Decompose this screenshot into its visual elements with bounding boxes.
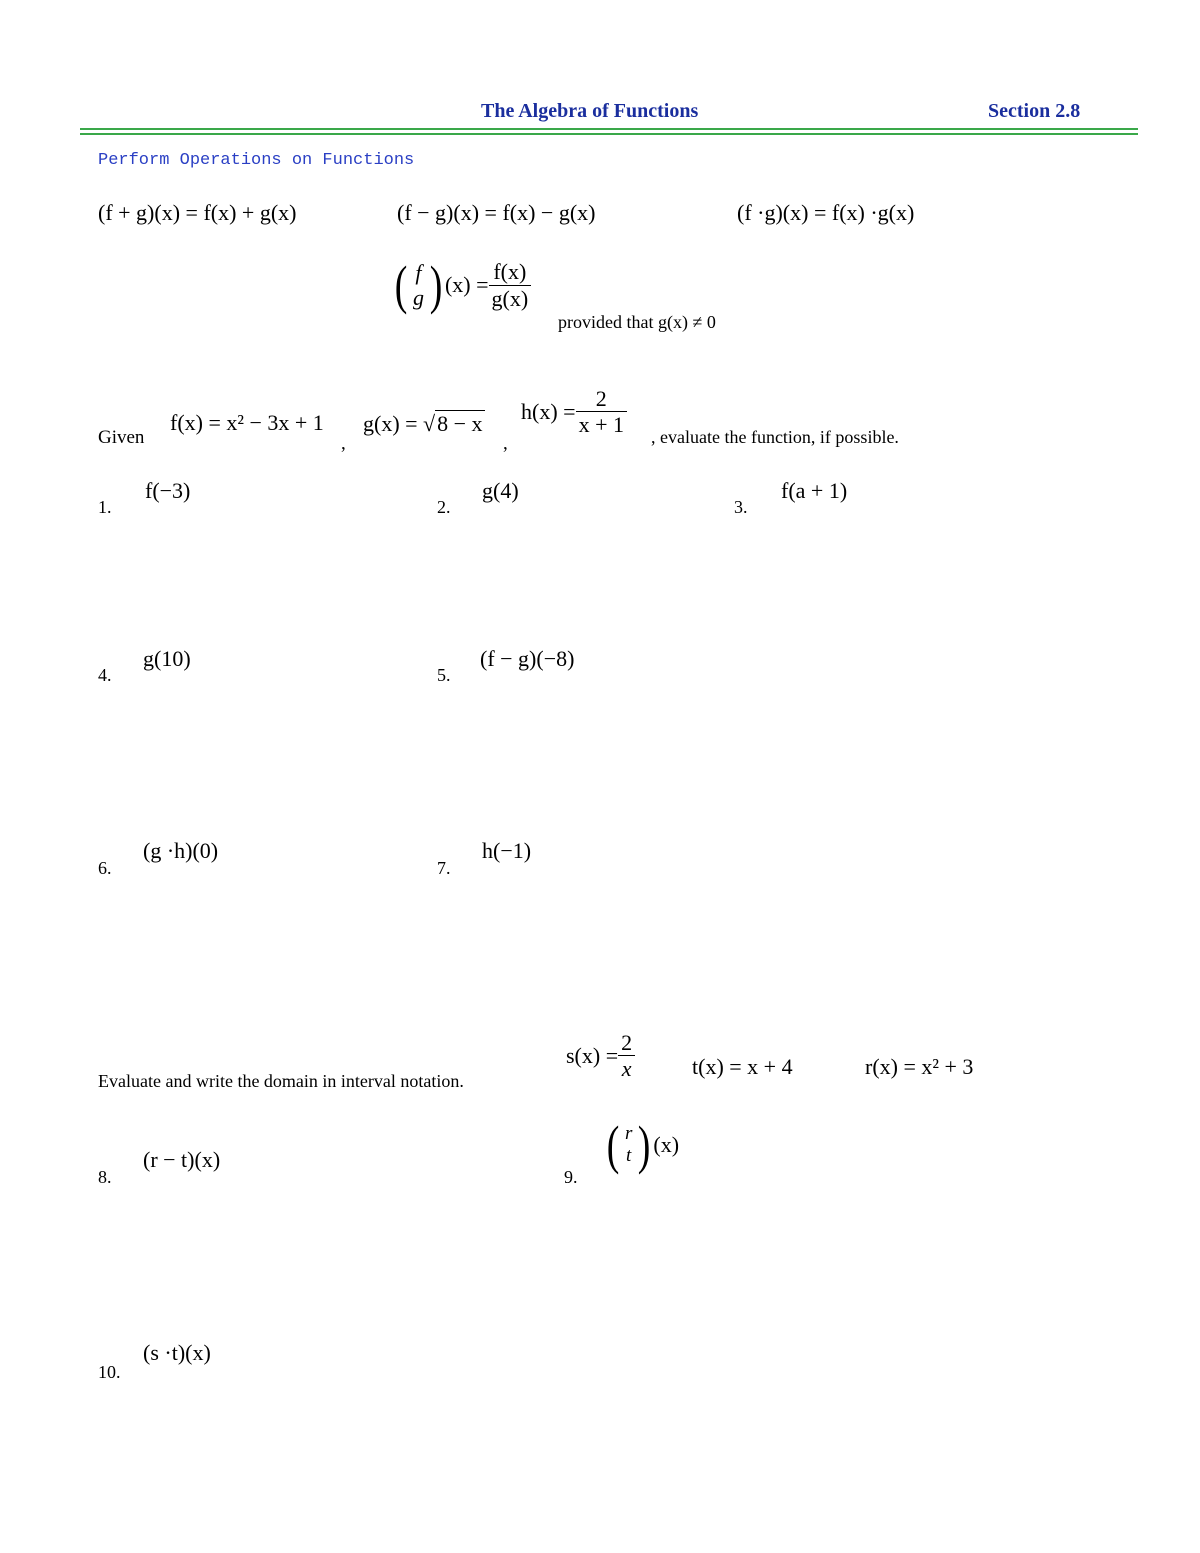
header-rule-top [80,128,1138,130]
problem-9-argument: (x) [653,1132,680,1157]
problem-9-left-paren: ( [606,1115,620,1175]
problem-9-fraction [622,1123,635,1167]
h-denominator: x + 1 [578,412,624,438]
problem-9-numerator: r [624,1123,633,1145]
right-paren: ) [429,255,443,315]
s-definition-lhs: s(x) = [566,1042,619,1068]
quotient-rhs-denominator: g(x) [491,285,529,311]
section-label: Section 2.8 [988,100,1081,122]
g-definition [363,410,485,437]
s-definition [566,1030,635,1082]
operations-heading: Perform Operations on Functions [98,151,415,170]
problem-2-expression: g(4) [482,478,519,503]
h-definition-lhs: h(x) = [521,398,576,424]
problem-5-expression: (f − g)(−8) [480,646,575,671]
problem-7-number: 7. [437,858,451,878]
problem-8-expression: (r − t)(x) [143,1147,221,1172]
problem-4-number: 4. [98,665,112,685]
problem-2-number: 2. [437,497,451,517]
header-rule-bottom [80,133,1138,135]
problem-1-expression: f(−3) [145,478,191,503]
g-radicand: 8 − x [437,411,483,436]
problem-10-number: 10. [98,1362,121,1382]
r-definition: r(x) = x² + 3 [865,1054,974,1079]
problem-6-expression: (g ·h)(0) [143,838,219,863]
quotient-lhs-denominator: g [412,285,424,310]
problem-9-denominator: t [626,1145,632,1166]
page-title: The Algebra of Functions [481,100,699,122]
problem-10-expression: (s ·t)(x) [143,1340,211,1365]
problem-4-expression: g(10) [143,646,191,671]
problem-1-number: 1. [98,497,112,517]
problem-9-number: 9. [564,1167,578,1187]
problem-8-number: 8. [98,1167,112,1187]
h-definition [521,386,627,438]
given-tail: , evaluate the function, if possible. [651,427,899,447]
problem-9-right-paren: ) [638,1115,651,1175]
quotient-lhs-numerator: f [415,259,422,285]
problem-6-number: 6. [98,858,112,878]
h-numerator: 2 [576,386,627,412]
quotient-rhs-numerator: f(x) [489,259,532,285]
f-definition: f(x) = x² − 3x + 1 [170,410,324,435]
problem-9-expression [604,1115,680,1175]
quotient-rhs-fraction [489,259,532,311]
g-definition-lhs: g(x) = √ [363,411,436,436]
domain-instructions: Evaluate and write the domain in interval notation. [98,1071,464,1091]
left-paren: ( [394,255,408,315]
problem-3-expression: f(a + 1) [781,478,848,503]
h-fraction [576,386,627,438]
sum-rule: (f + g)(x) = f(x) + g(x) [98,200,297,225]
s-denominator: x [621,1056,632,1082]
comma-2: , [503,433,508,454]
problem-7-expression: h(−1) [482,838,532,863]
problem-5-number: 5. [437,665,451,685]
problem-3-number: 3. [734,497,748,517]
quotient-lhs-fraction [410,260,427,311]
given-label: Given [98,427,145,448]
quotient-rule [392,255,531,315]
t-definition: t(x) = x + 4 [692,1054,793,1079]
difference-rule: (f − g)(x) = f(x) − g(x) [397,200,596,225]
s-numerator: 2 [618,1030,635,1056]
comma-1: , [341,433,346,454]
product-rule: (f ·g)(x) = f(x) ·g(x) [737,200,915,225]
quotient-proviso: provided that g(x) ≠ 0 [558,312,716,332]
s-fraction [618,1030,635,1082]
quotient-argument: (x) = [444,272,489,297]
